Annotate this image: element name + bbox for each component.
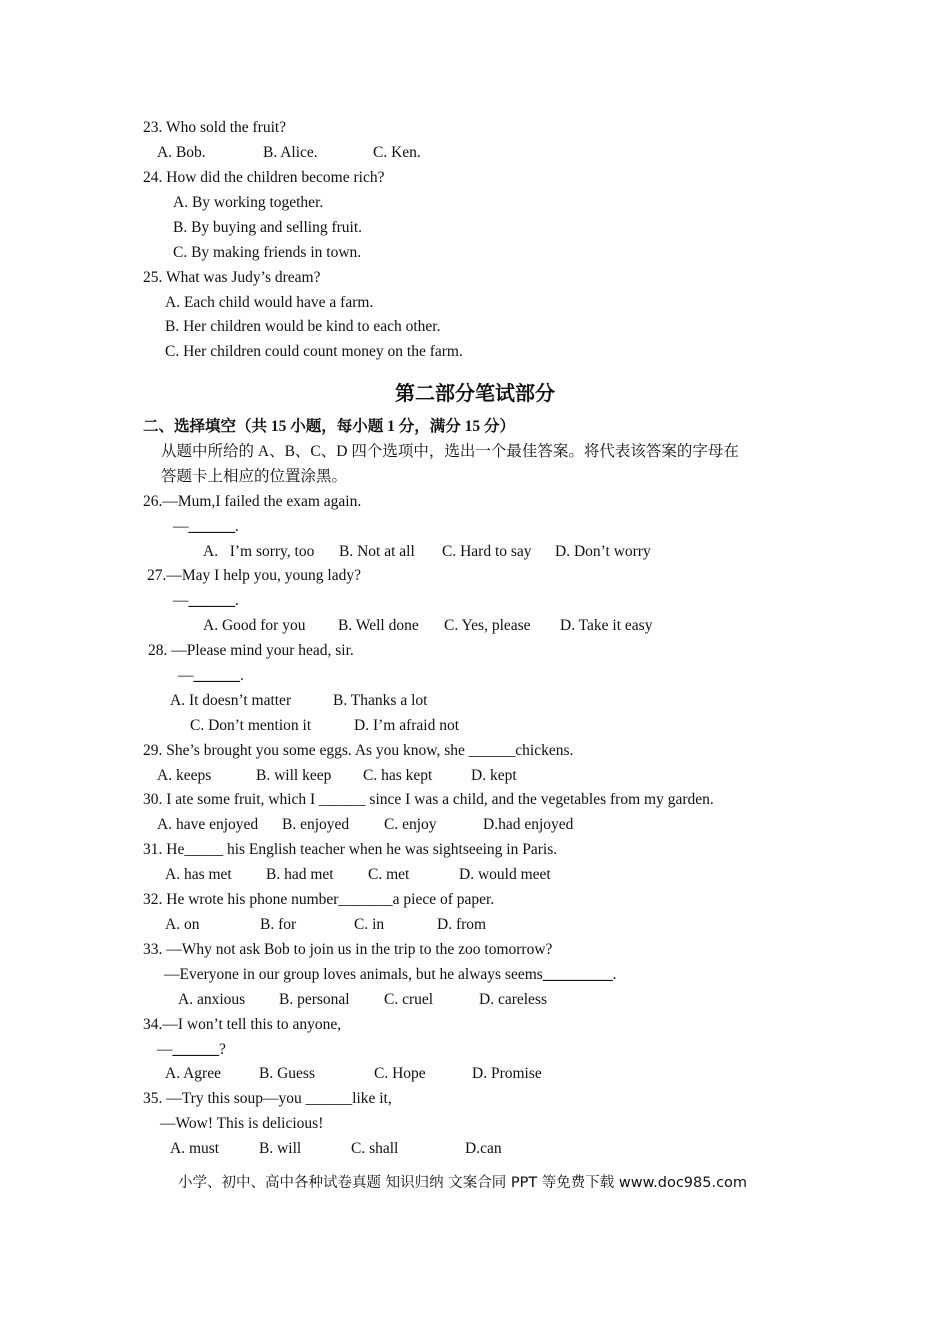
section-instruction-line-2: 答题卡上相应的位置涂黑。 xyxy=(161,468,348,485)
q33-option-a: A. anxious xyxy=(178,991,246,1008)
q28-option-c: C. Don’t mention it xyxy=(190,717,312,734)
answer-blank: ______ xyxy=(172,1041,219,1058)
q28-stem: 28. —Please mind your head, sir. xyxy=(148,642,354,659)
q32-option-d: D. from xyxy=(437,916,487,933)
q28-option-a: A. It doesn’t matter xyxy=(170,692,292,709)
q23-option-a: A. Bob. xyxy=(157,144,206,161)
q27-stem: 27.—May I help you, young lady? xyxy=(147,567,361,584)
q26-response: —______. xyxy=(173,518,239,535)
q30-option-c: C. enjoy xyxy=(384,816,437,833)
q34-response: —______? xyxy=(157,1041,226,1058)
q24-stem: 24. How did the children become rich? xyxy=(143,169,385,186)
q34-option-a: A. Agree xyxy=(165,1065,221,1082)
q27-option-b: B. Well done xyxy=(338,617,419,634)
q33-stem: 33. —Why not ask Bob to join us in the trip to the zoo tomorrow? xyxy=(143,941,553,958)
q23-option-b: B. Alice. xyxy=(263,144,318,161)
q30-stem: 30. I ate some fruit, which I ______ since I was a child, and the vegetables from my garden. xyxy=(143,791,714,808)
answer-blank: ______ xyxy=(188,518,235,535)
q32-option-a: A. on xyxy=(165,916,200,933)
q33-option-d: D. careless xyxy=(479,991,547,1008)
q29-stem: 29. She’s brought you some eggs. As you know, she ______chickens. xyxy=(143,742,574,759)
q30-option-d: D.had enjoyed xyxy=(483,816,574,833)
q26-option-c: C. Hard to say xyxy=(442,543,532,560)
q34-option-d: D. Promise xyxy=(472,1065,542,1082)
q26-stem: 26.—Mum,I failed the exam again. xyxy=(143,493,362,510)
q30-option-a: A. have enjoyed xyxy=(157,816,259,833)
q24-option-b: B. By buying and selling fruit. xyxy=(173,219,363,236)
q31-option-a: A. has met xyxy=(165,866,232,883)
q28-option-b: B. Thanks a lot xyxy=(333,692,428,709)
q31-stem: 31. He_____ his English teacher when he was sightseeing in Paris. xyxy=(143,841,558,858)
q34-stem: 34.—I won’t tell this to anyone, xyxy=(143,1016,342,1033)
q35-option-c: C. shall xyxy=(351,1140,399,1157)
q33-option-c: C. cruel xyxy=(384,991,434,1008)
q25-stem: 25. What was Judy’s dream? xyxy=(143,269,321,286)
part-title: 第二部分笔试部分 xyxy=(395,383,555,405)
q24-option-a: A. By working together. xyxy=(173,194,324,211)
q27-response: —______. xyxy=(173,592,239,609)
q33-option-b: B. personal xyxy=(279,991,350,1008)
q35-option-d: D.can xyxy=(465,1140,502,1157)
q25-option-b: B. Her children would be kind to each other. xyxy=(165,318,441,335)
q33-response: —Everyone in our group loves animals, but he always seems_________. xyxy=(164,966,617,983)
q26-option-a: A. I’m sorry, too xyxy=(203,543,315,560)
q28-response: —______. xyxy=(178,667,244,684)
q28-option-d: D. I’m afraid not xyxy=(354,717,460,734)
q32-option-b: B. for xyxy=(260,916,297,933)
q29-option-d: D. kept xyxy=(471,767,517,784)
answer-blank: ______ xyxy=(188,592,235,609)
q30-option-b: B. enjoyed xyxy=(282,816,350,833)
q32-stem: 32. He wrote his phone number_______a piece of paper. xyxy=(143,891,495,908)
q25-option-a: A. Each child would have a farm. xyxy=(165,294,374,311)
q35-option-b: B. will xyxy=(259,1140,302,1157)
q25-option-c: C. Her children could count money on the farm. xyxy=(165,343,463,360)
q31-option-b: B. had met xyxy=(266,866,334,883)
q35-option-a: A. must xyxy=(170,1140,220,1157)
q27-option-c: C. Yes, please xyxy=(444,617,531,634)
q32-option-c: C. in xyxy=(354,916,385,933)
q24-option-c: C. By making friends in town. xyxy=(173,244,362,261)
answer-blank: _________ xyxy=(542,966,613,983)
section-heading: 二、选择填空（共 15 小题，每小题 1 分，满分 15 分） xyxy=(143,418,516,435)
q34-option-c: C. Hope xyxy=(374,1065,426,1082)
q35-response: —Wow! This is delicious! xyxy=(160,1115,324,1132)
q31-option-c: C. met xyxy=(368,866,410,883)
q34-option-b: B. Guess xyxy=(259,1065,315,1082)
answer-blank: ______ xyxy=(193,667,240,684)
q27-option-d: D. Take it easy xyxy=(560,617,653,634)
q29-option-c: C. has kept xyxy=(363,767,433,784)
q26-option-d: D. Don’t worry xyxy=(555,543,651,560)
q29-option-b: B. will keep xyxy=(256,767,332,784)
section-instruction-line-1: 从题中所给的 A、B、C、D 四个选项中，选出一个最佳答案。将代表该答案的字母在 xyxy=(161,443,739,460)
q35-stem: 35. —Try this soup—you ______like it, xyxy=(143,1090,392,1107)
q29-option-a: A. keeps xyxy=(157,767,212,784)
q31-option-d: D. would meet xyxy=(459,866,551,883)
q26-option-b: B. Not at all xyxy=(339,543,415,560)
q23-stem: 23. Who sold the fruit? xyxy=(143,119,287,136)
q23-option-c: C. Ken. xyxy=(373,144,421,161)
q27-option-a: A. Good for you xyxy=(203,617,306,634)
footer-text: 小学、初中、高中各种试卷真题 知识归纳 文案合同 PPT 等免费下载 www.doc985.com xyxy=(178,1175,748,1191)
